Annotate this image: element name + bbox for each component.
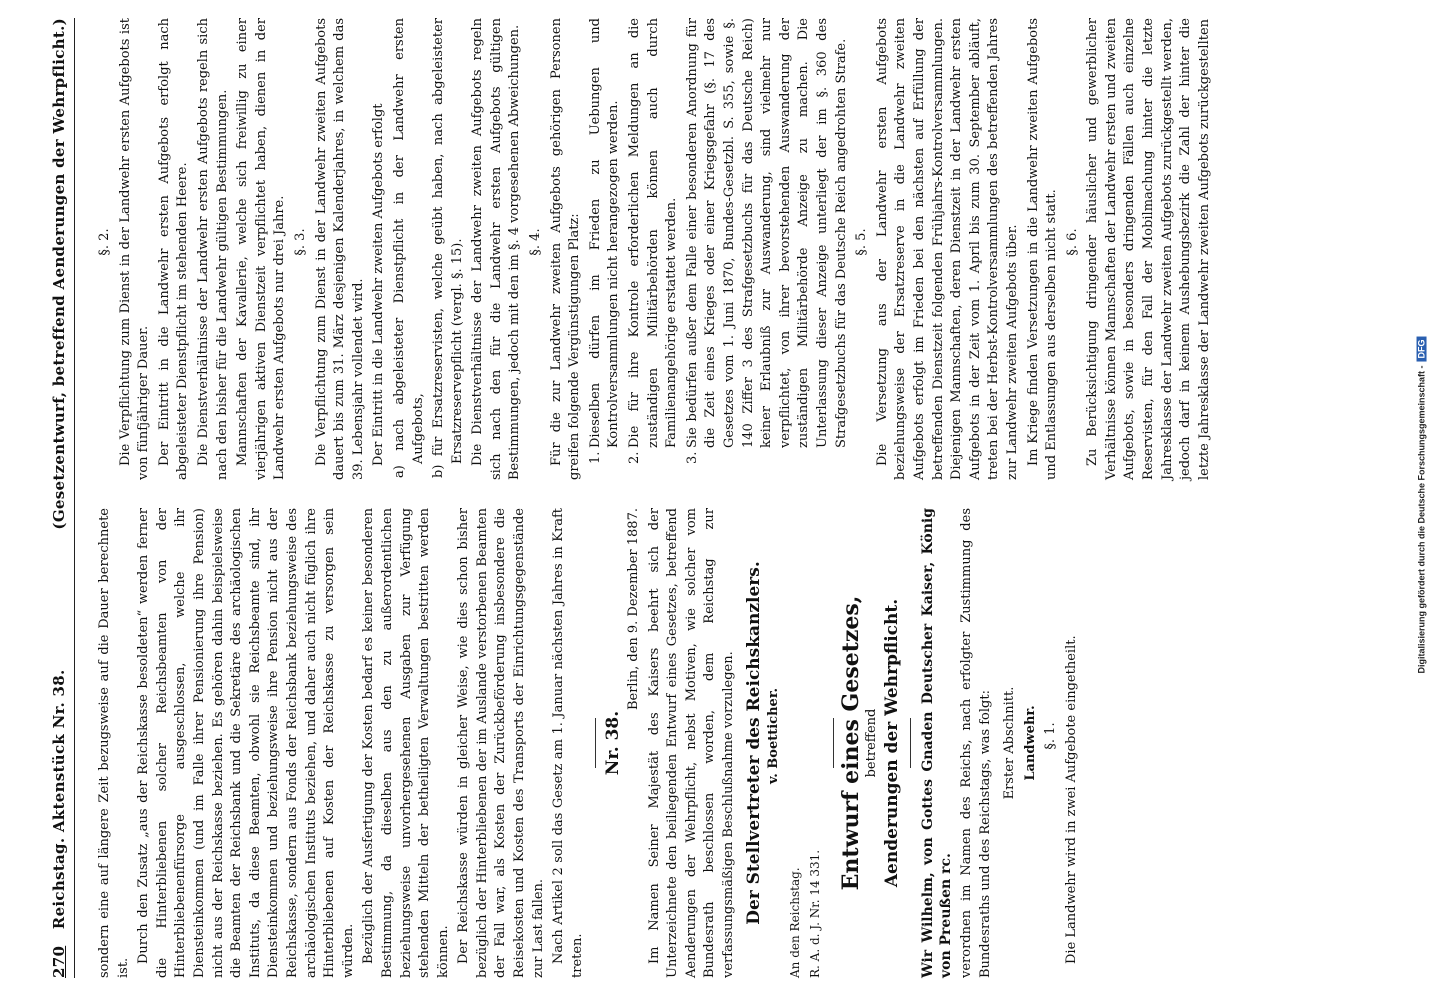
header-left: Reichstag. Aktenstück Nr. 38. [50,669,68,930]
list-item: b) für Ersatzreservisten, welche geübt haben, nach abgeleisteter Ersatzreservepflicht (vergl. §. 15). [431,18,465,478]
paragraph: Die Landwehr wird in zwei Aufgebote eingetheilt. [1063,635,1079,964]
paragraph: Mannschaften der Kavallerie, welche sich freiwillig zu einer vierjährigen aktiven Dienstzeit verpflichtet haben, dienen in der Landwehr ersten Aufgebots nur drei Jahre. [235,18,288,480]
paragraph-label: §. 6. [1064,228,1080,256]
bill-subject: Aenderungen der Wehrpflicht. [882,598,903,888]
page-number: 270 [50,945,68,978]
sender: Der Stellvertreter des Reichskanzlers. [743,561,764,925]
paragraph-label: §. 4. [528,228,544,256]
document-number: Nr. 38. [603,710,624,776]
paragraph: Die Versetzung aus der Landwehr ersten Aufgebots beziehungsweise der Ersatzreserve in die Landwehr zweiten Aufgebots erfolgt im Frieden bei den nächsten auf Erfüllung der betreffenden Dienstzeit folgenden Frühjahrs-Kontrolversammlungen. Diejenigen Mannschaften, deren Dienstzeit in der Landwehr ersten Aufgebots in der Zeit vom 1. April bis zum 30. September abläuft, treten bei der Herbst-Kontrolversammlungen des betreffenden Jahres zur Landwehr zweiten Aufgebots über. [874,18,1020,480]
paragraph: Durch den Zusatz „aus der Reichskasse besoldeten“ werden ferner die Hinterbliebenen solcher Reichsbeamten von der Hinterbliebenenfürsorge ausgeschlossen, welche ihr Diensteinkommen (und im Falle ihrer Pensionierung ihre Pension) nicht aus der Reichskasse beziehen. Es gehören dahin beispielsweise die Beamten der Reichsbank und die Sekretäre des archäologischen Instituts, da diese Beamten, obwohl sie Reichsbeamte sind, ihr Diensteinkommen und beziehungsweise ihre Pension nicht aus der Reichskasse, sondern aus Fonds der Reichsbank beziehungsweise des archäologischen Instituts beziehen, und daher auch nicht füglich ihre Hinterbliebenen auf Kosten der Reichskasse zu versorgen sein würden. [136,508,356,978]
section-heading: Erster Abschnitt. [1002,686,1018,800]
separator [595,718,596,768]
paragraph: Zu Berücksichtigung dringender häuslicher und gewerblicher Verhältnisse können Mannschaften der Landwehr ersten und zweiten Aufgebots, sowie in besonders dringenden Fällen auch einzelne Reservisten, für den Fall der Mobilmachung hinter die letzte Jahresklasse der Landwehr zweiten Aufgebots zurückgestellt werden, jedoch darf in keinem Aushebungsbezirk die Zahl der hinter die letzte Jahresklasse der Landwehr zweiten Aufgebots zurückgestellten [1085,18,1212,480]
paragraph: Im Kriege finden Versetzungen in die Landwehr zweiten Aufgebots und Entlassungen aus derselben nicht statt. [1025,18,1060,480]
numbered-list [587,18,851,480]
dateline: Berlin, den 9. Dezember 1887. [626,508,642,711]
section-subheading: Landwehr. [1022,705,1038,781]
list-item: a) nach abgeleisteter Dienstpflicht in der Landwehr ersten Aufgebots, [391,18,426,478]
paragraph-label: §. 1. [1043,722,1059,750]
paragraph: Bezüglich der Ausfertigung der Kosten bedarf es keiner besonderen Bestimmung, da dieselben aus den zu außerordentlichen beziehungsweise unvorhergesehenen Ausgaben zur Verfügung stehenden Mitteln der betheiligten Verwaltungen bestritten werden können. [361,508,451,978]
preamble-text: verordnen im Namen des Reichs, nach erfolgter Zustimmung des Bundesraths und des Reichstags, was folgt: [958,508,993,978]
list-item: 2. Die für ihre Kontrole erforderlichen Meldungen an die zuständigen Militärbehörden können auch durch Familienangehörige erstattet werden. [627,18,680,464]
paragraph: sondern eine auf längere Zeit bezugsweise auf die Dauer berechnete ist. [97,508,131,978]
digitization-credit: Digitalisierung gefördert durch die Deutsche Forschungsgemeinschaft -DFG [1417,336,1427,673]
paragraph: Die Verpflichtung zum Dienst in der Landwehr zweiten Aufgebots dauert bis zum 31. März desjenigen Kalenderjahres, in welchem das 39. Lebensjahr vollendet wird. [313,18,366,480]
header-right: (Gesetzentwurf, betreffend Aenderungen der Wehrpflicht.) [50,18,68,530]
list-item: 3. Sie bedürfen außer dem Falle einer besonderen Anordnung für die Zeit eines Krieges oder einer Kriegsgefahr (§. 17 des Gesetzes vom 1. Juni 1870, Bundes-Gesetzbl. S. 355, sowie §. 140 Ziffer 3 des Strafgesetzbuchs für das Deutsche Reich) keiner Erlaubniß zur Auswanderung, sind vielmehr nur verpflichtet, von ihrer bevorstehenden Auswanderung der zuständigen Militärbehörde Anzeige zu machen. Die Unterlassung dieser Anzeige unterliegt der im §. 360 des Strafgesetzbuchs für das Deutsche Reich angedrohten Strafe. [684,18,849,464]
bill-title-connector: betreffend [863,708,879,778]
paragraph: Der Reichskasse würden in gleicher Weise, wie dies schon bisher bezüglich der Hinterbliebenen der im Auslande verstorbenen Beamten der Fall war, als Kosten der Zurückbeförderung insbesondere die Reisekosten und Kosten des Transports der Einrichtungsgegenstände zur Last fallen. [456,508,546,978]
separator [910,718,911,768]
separator [833,718,834,768]
paragraph: Die Dienstverhältnisse der Landwehr ersten Aufgebots regeln sich nach den bisher für die Landwehr gültigen Bestimmungen. [195,18,230,480]
left-column [96,508,1084,978]
paragraph: Im Namen Seiner Majestät des Kaisers beehrt sich der Unterzeichnete den beiliegenden Entwurf eines Gesetzes, betreffend Aenderungen der Wehrpflicht, nebst Motiven, wie solcher vom Bundesrath beschlossen worden, dem Reichstag zur verfassungsmäßigen Beschlußnahme vorzulegen. [646,508,736,978]
paragraph-label: §. 5. [854,228,870,256]
paragraph: Der Eintritt in die Landwehr ersten Aufgebots erfolgt nach abgeleisteter Dienstpflicht im stehenden Heere. [156,18,191,480]
digitization-credit-strip [1412,0,1432,1000]
reference-number: R. A. d. J. Nr. 14 331. [808,849,823,978]
addressee: An den Reichstag. [787,867,802,978]
dfg-logo: DFG [1417,336,1427,361]
paragraph: Die Verpflichtung zum Dienst in der Landwehr ersten Aufgebots ist von fünfjähriger Dauer. [117,18,152,480]
list-item: 1. Dieselben dürfen im Frieden zu Uebungen und Kontrolversammlungen nicht herangezogen werden. [587,18,622,464]
page-header [50,18,68,978]
bill-title: Entwurf eines Gesetzes, [837,595,864,891]
signature: v. Boetticher. [766,688,782,784]
right-column [96,18,1216,480]
paragraph: Der Eintritt in die Landwehr zweiten Aufgebots erfolgt [371,103,387,466]
paragraph: Für die zur Landwehr zweiten Aufgebots gehörigen Personen greifen folgende Vergünstigungen Platz: [548,18,583,480]
paragraph-label: §. 2. [97,228,112,256]
paragraph: Die Dienstverhältnisse der Landwehr zweiten Aufgebots regeln sich nach den für die Landwehr ersten Aufgebots gültigen Bestimmungen, jedoch mit den im §. 4 vorgesehenen Abweichungen. [470,18,523,480]
header-rule [74,18,75,978]
paragraph-label: §. 3. [292,228,308,256]
paragraph: Nach Artikel 2 soll das Gesetz am 1. Januar nächsten Jahres in Kraft treten. [551,508,585,978]
preamble: Wir Wilhelm, von Gottes Gnaden Deutscher Kaiser, König von Preußen rc. [919,508,955,978]
